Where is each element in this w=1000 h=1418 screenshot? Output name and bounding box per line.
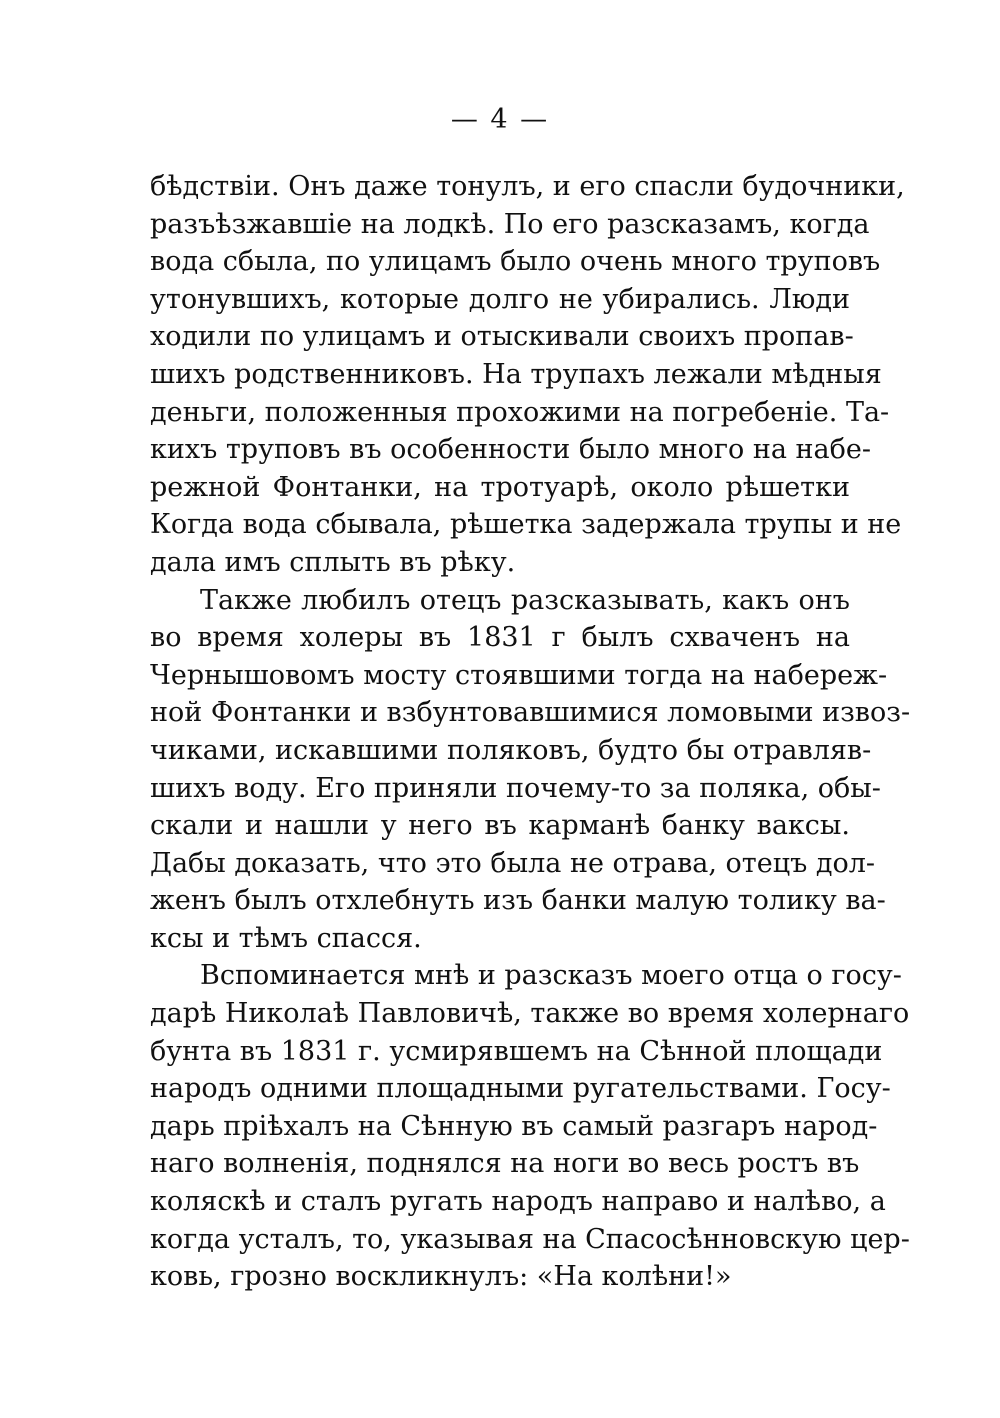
text-line: коляскѣ и сталъ ругать народъ направо и налѣво, а: [150, 1186, 886, 1218]
text-line: кихъ труповъ въ особенности было много на набе-: [150, 434, 871, 466]
text-line: дала имъ сплыть въ рѣку.: [150, 546, 516, 578]
text-line: когда усталъ, то, указывая на Спасосѣнновскую цер-: [150, 1223, 910, 1255]
text-line: утонувшихъ, которые долго не убирались. Люди: [150, 283, 850, 315]
text-line: Когда вода сбывала, рѣшетка задержала трупы и не: [150, 509, 902, 541]
text-line: Чернышовомъ мосту стоявшими тогда на набереж-: [150, 659, 888, 691]
paragraph-1: [150, 168, 905, 582]
text-line: скали и нашли у него въ карманѣ банку ваксы.: [150, 810, 850, 842]
paragraph-3: [150, 957, 910, 1295]
text-line: режной Фонтанки, на тротуарѣ, около рѣшетки: [150, 471, 850, 503]
text-line: наго волненія, поднялся на ноги во весь ростъ въ: [150, 1148, 860, 1180]
text-line: ковь, грозно воскликнулъ: «На колѣни!»: [150, 1261, 732, 1293]
text-line: Вспоминается мнѣ и разсказъ моего отца о госу-: [200, 960, 902, 992]
paragraph-2: [150, 582, 911, 958]
text-line: ходили по улицамъ и отыскивали своихъ пропав-: [150, 321, 854, 353]
text-line: чиками, искавшими поляковъ, будто бы отравляв-: [150, 734, 872, 766]
text-line: женъ былъ отхлебнуть изъ банки малую толику ва-: [150, 885, 886, 917]
text-line: ксы и тѣмъ спасся.: [150, 922, 422, 954]
text-line: шихъ родственниковъ. На трупахъ лежали мѣдныя: [150, 358, 882, 390]
body-text: [150, 168, 911, 1296]
text-line: разъѣзжавшіе на лодкѣ. По его разсказамъ, когда: [150, 208, 870, 240]
text-line: Также любилъ отецъ разсказывать, какъ онъ: [200, 584, 850, 616]
text-line: бунта въ 1831 г. усмирявшемъ на Сѣнной площади: [150, 1035, 883, 1067]
text-line: шихъ воду. Его приняли почему-то за поляка, обы-: [150, 772, 881, 804]
text-line: дарѣ Николаѣ Павловичѣ, также во время холернаго: [150, 998, 910, 1030]
text-line: деньги, положенныя прохожими на погребеніе. Та-: [150, 396, 890, 428]
text-line: бѣдствіи. Онъ даже тонулъ, и его спасли будочники,: [150, 171, 905, 202]
text-line: во время холеры въ 1831 г былъ схваченъ на: [150, 622, 850, 654]
text-line: ной Фонтанки и взбунтовавшимися ломовыми извоз-: [150, 697, 911, 729]
page-number: — 4 —: [450, 104, 550, 135]
text-line: Дабы доказать, что это была не отрава, отецъ дол-: [150, 847, 875, 879]
text-line: народъ одними площадными ругательствами. Госу-: [150, 1073, 891, 1105]
text-line: вода сбыла, по улицамъ было очень много труповъ: [150, 246, 881, 278]
text-line: дарь пріѣхалъ на Сѣнную въ самый разгаръ народ-: [150, 1110, 878, 1142]
